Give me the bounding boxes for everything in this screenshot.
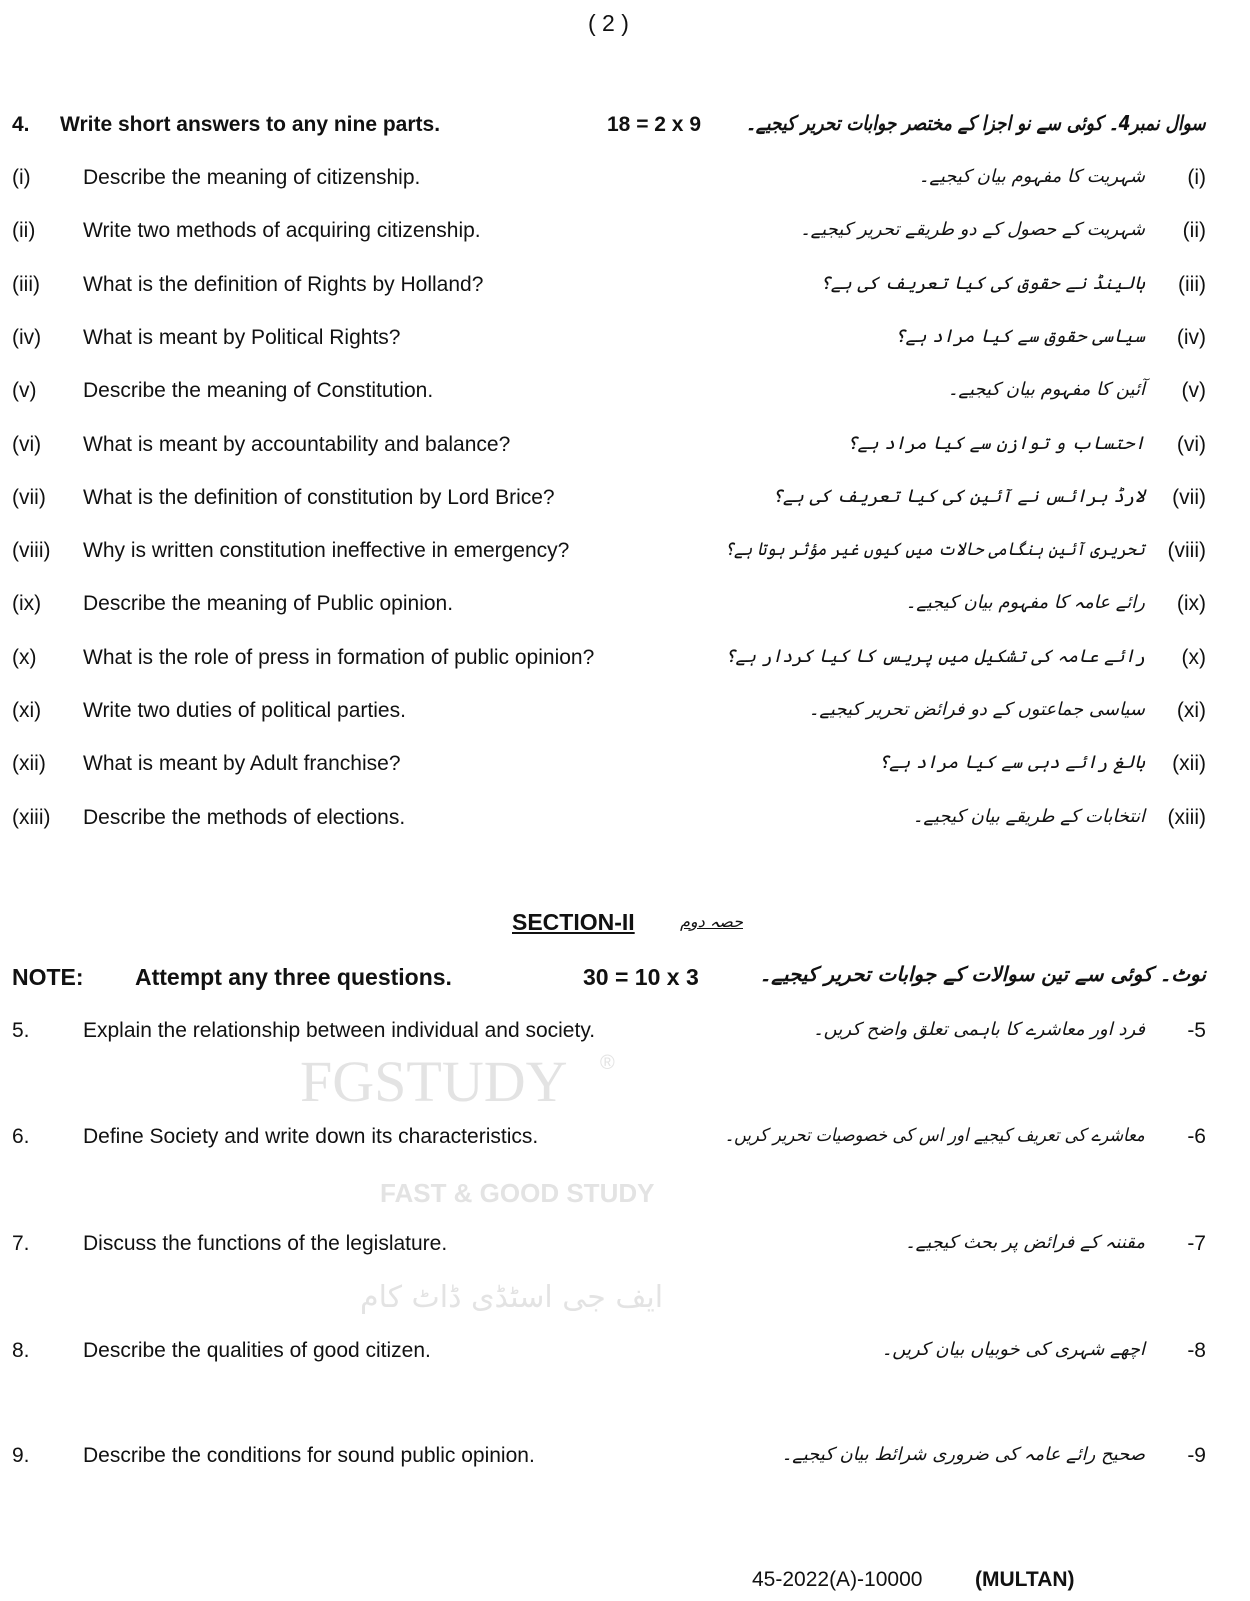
part-urdu-label: (xi) — [1176, 699, 1206, 722]
q4-title: Write short answers to any nine parts. — [60, 113, 441, 136]
part-urdu-label: (xiii) — [1167, 805, 1206, 829]
part-label: (ix) — [12, 592, 42, 616]
section-title: SECTION-II — [512, 909, 635, 935]
part-label: (xi) — [12, 699, 42, 722]
part-urdu-label: (iii) — [1178, 272, 1206, 296]
question-urdu-text: صحیح رائے عامہ کی ضروری شرائط بیان کیجیے۔ — [781, 1444, 1145, 1465]
question-urdu-number: -5 — [1187, 1019, 1206, 1042]
part-urdu-label: (ix) — [1176, 592, 1206, 616]
question-text: Discuss the functions of the legislature. — [83, 1232, 448, 1255]
section-urdu-title: حصہ دوم — [680, 912, 743, 931]
part-urdu-text: رائے عامہ کا مفہوم بیان کیجیے۔ — [905, 592, 1145, 614]
part-label: (iii) — [12, 272, 40, 296]
watermark-logo: FGSTUDY — [300, 1049, 568, 1114]
q4-marks: 18 = 2 x 9 — [607, 113, 701, 136]
part-label: (xiii) — [12, 805, 51, 829]
question-urdu-text: اچھے شہری کی خوبیاں بیان کریں۔ — [881, 1339, 1145, 1360]
part-text: What is meant by Political Rights? — [83, 325, 401, 349]
part-urdu-text: سیاسی جماعتوں کے دو فرائض تحریر کیجیے۔ — [808, 699, 1145, 720]
question-number: 5. — [12, 1019, 30, 1042]
part-urdu-label: (xii) — [1172, 752, 1206, 776]
part-text: What is meant by Adult franchise? — [83, 752, 401, 776]
part-urdu-label: (vii) — [1172, 485, 1206, 509]
part-label: (ii) — [12, 219, 36, 243]
part-text: Describe the meaning of citizenship. — [83, 166, 421, 189]
question-urdu-text: معاشرے کی تعریف کیجیے اور اس کی خصوصیات تحریر کریں۔ — [724, 1125, 1145, 1146]
part-urdu-text: سیاسی حقوق سے کیا مراد ہے؟ — [894, 325, 1145, 347]
question-urdu-number: -7 — [1187, 1232, 1206, 1255]
part-text: Write two methods of acquiring citizenship. — [83, 219, 481, 243]
note-label: NOTE: — [12, 964, 84, 990]
part-text: Describe the meaning of Constitution. — [83, 379, 434, 403]
part-label: (iv) — [12, 325, 42, 349]
page-number: ( 2 ) — [588, 10, 629, 36]
question-urdu-number: -9 — [1187, 1444, 1206, 1467]
footer-region: (MULTAN) — [975, 1568, 1075, 1591]
part-text: Describe the methods of elections. — [83, 805, 406, 829]
part-text: What is the definition of constitution by Lord Brice? — [83, 485, 555, 509]
part-label: (viii) — [12, 539, 51, 563]
q4-number: 4. — [12, 113, 30, 136]
part-text: What is the definition of Rights by Holland? — [83, 272, 484, 296]
part-label: (x) — [12, 645, 37, 669]
note-text: Attempt any three questions. — [135, 964, 452, 990]
part-urdu-text: احتساب و توازن سے کیا مراد ہے؟ — [846, 432, 1145, 454]
watermark-urdu: ایف جی اسٹڈی ڈاٹ کام — [360, 1280, 664, 1315]
question-text: Define Society and write down its characteristics. — [83, 1125, 539, 1148]
question-urdu-text: مقننہ کے فرائض پر بحث کیجیے۔ — [905, 1232, 1145, 1253]
part-urdu-text: آئین کا مفہوم بیان کیجیے۔ — [947, 379, 1145, 401]
part-text: What is the role of press in formation of public opinion? — [83, 645, 595, 669]
question-text: Describe the qualities of good citizen. — [83, 1339, 431, 1362]
part-urdu-label: (vi) — [1176, 432, 1206, 456]
question-urdu-text: فرد اور معاشرے کا باہمی تعلق واضح کریں۔ — [813, 1019, 1145, 1040]
part-label: (vii) — [12, 485, 46, 509]
part-label: (xii) — [12, 752, 46, 776]
part-urdu-label: (iv) — [1176, 325, 1206, 349]
note-marks: 30 = 10 x 3 — [583, 964, 699, 990]
part-urdu-text: تحریری آئین ہنگامی حالات میں کیوں غیر مؤثر ہوتا ہے؟ — [724, 539, 1145, 561]
part-urdu-label: (v) — [1181, 379, 1206, 403]
part-text: What is meant by accountability and balance? — [83, 432, 511, 456]
part-urdu-label: (viii) — [1167, 539, 1206, 563]
part-urdu-text: لارڈ برائس نے آئین کی کیا تعریف کی ہے؟ — [772, 485, 1145, 507]
question-number: 8. — [12, 1339, 30, 1362]
watermark-registered-mark: ® — [600, 1052, 615, 1074]
part-text: Why is written constitution ineffective in emergency? — [83, 539, 570, 563]
question-number: 9. — [12, 1444, 30, 1467]
part-urdu-label: (x) — [1181, 645, 1206, 669]
question-number: 7. — [12, 1232, 30, 1255]
part-urdu-text: ہالینڈ نے حقوق کی کیا تعریف کی ہے؟ — [820, 272, 1145, 294]
q4-urdu-title: سوال نمبر4۔ کوئی سے نو اجزا کے مختصر جوابات تحریر کیجیے۔ — [746, 111, 1206, 135]
part-urdu-text: انتخابات کے طریقے بیان کیجیے۔ — [912, 805, 1145, 827]
part-urdu-text: بالغ رائے دہی سے کیا مراد ہے؟ — [878, 752, 1145, 774]
footer-code: 45-2022(A)-10000 — [752, 1568, 923, 1591]
part-label: (i) — [12, 166, 31, 189]
part-urdu-text: شہریت کا مفہوم بیان کیجیے۔ — [918, 166, 1145, 187]
part-label: (v) — [12, 379, 37, 403]
question-text: Describe the conditions for sound public opinion. — [83, 1444, 535, 1467]
part-text: Write two duties of political parties. — [83, 699, 406, 722]
question-urdu-number: -8 — [1187, 1339, 1206, 1362]
part-urdu-label: (ii) — [1182, 219, 1206, 243]
part-urdu-text: شہریت کے حصول کے دو طریقے تحریر کیجیے۔ — [800, 219, 1145, 241]
part-label: (vi) — [12, 432, 42, 456]
question-number: 6. — [12, 1125, 30, 1148]
part-text: Describe the meaning of Public opinion. — [83, 592, 454, 616]
question-text: Explain the relationship between individual and society. — [83, 1019, 596, 1042]
question-urdu-number: -6 — [1187, 1125, 1206, 1148]
part-urdu-text: رائے عامہ کی تشکیل میں پریس کا کیا کردار ہے؟ — [725, 645, 1145, 667]
note-urdu: نوٹ۔ کوئی سے تین سوالات کے جوابات تحریر کیجیے۔ — [759, 962, 1206, 986]
watermark-tagline: FAST & GOOD STUDY — [380, 1178, 655, 1208]
part-urdu-label: (i) — [1187, 166, 1206, 189]
